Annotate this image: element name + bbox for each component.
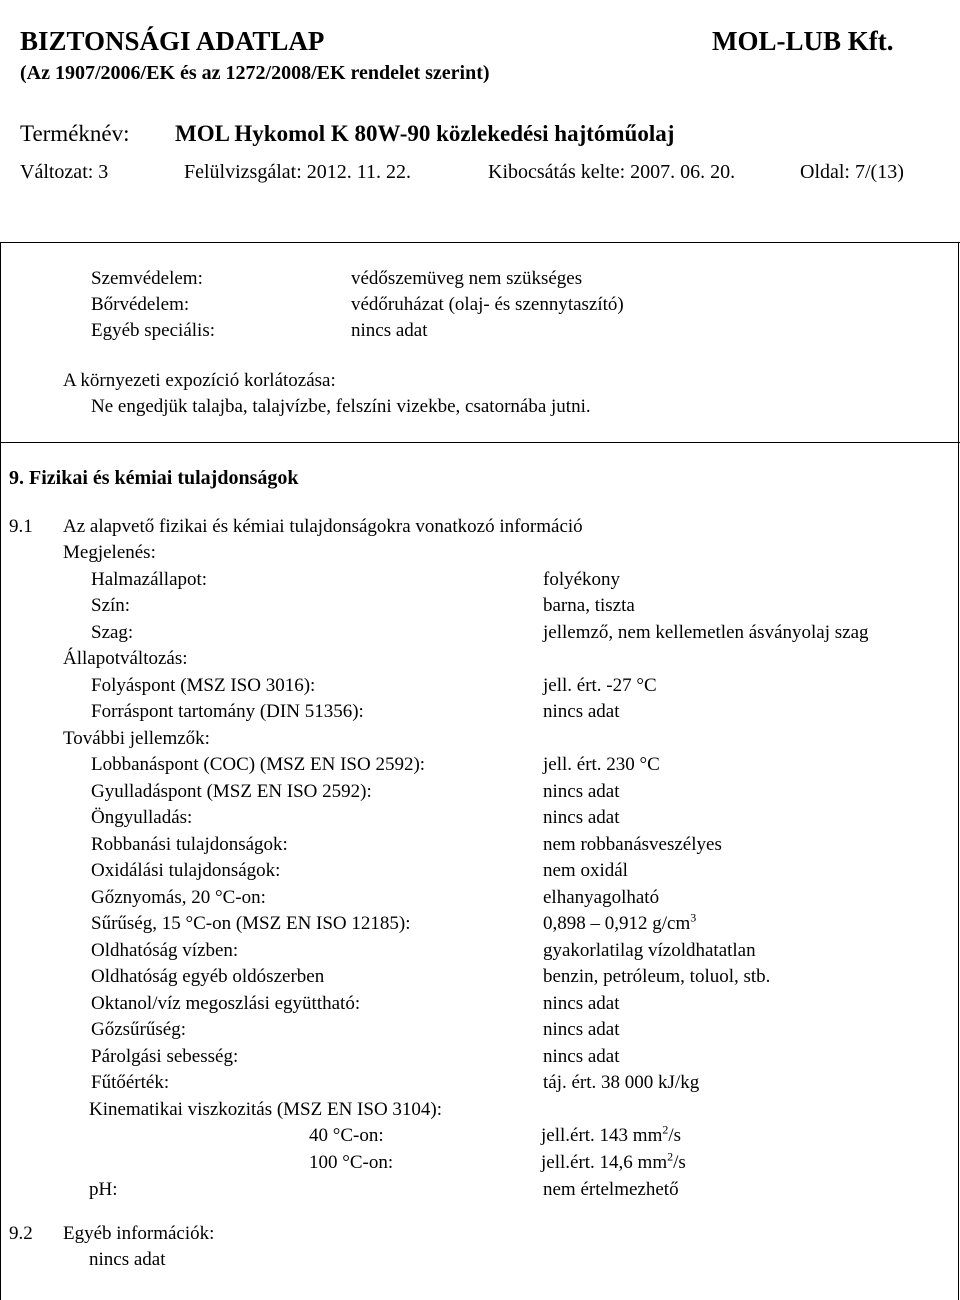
right-border bbox=[958, 242, 959, 1300]
flash-point-label: Lobbanáspont (COC) (MSZ EN ISO 2592): bbox=[91, 754, 426, 775]
odour-label: Szag: bbox=[91, 622, 134, 643]
middle-rule bbox=[0, 442, 960, 443]
subsection-9-2-number: 9.2 bbox=[9, 1223, 33, 1244]
skin-protection-label: Bőrvédelem: bbox=[91, 294, 190, 315]
density-value bbox=[543, 910, 697, 935]
vapour-density-value: nincs adat bbox=[543, 1019, 620, 1040]
partition-coefficient-value: nincs adat bbox=[543, 993, 620, 1014]
state-of-matter-label: Halmazállapot: bbox=[91, 569, 208, 590]
subsection-9-2-value: nincs adat bbox=[89, 1249, 166, 1270]
evaporation-rate-label: Párolgási sebesség: bbox=[91, 1046, 239, 1067]
evaporation-rate-value: nincs adat bbox=[543, 1046, 620, 1067]
vapour-pressure-value: elhanyagolható bbox=[543, 887, 660, 908]
vapour-density-label: Gőzsűrűség: bbox=[91, 1019, 186, 1040]
document-title: BIZTONSÁGI ADATLAP bbox=[20, 26, 325, 56]
auto-ignition-value: nincs adat bbox=[543, 807, 620, 828]
top-rule bbox=[0, 242, 960, 243]
oxidising-properties-label: Oxidálási tulajdonságok: bbox=[91, 860, 281, 881]
ignition-point-value: nincs adat bbox=[543, 781, 620, 802]
company-name: MOL-LUB Kft. bbox=[712, 26, 894, 56]
product-label: Terméknév: bbox=[20, 121, 130, 146]
pour-point-label: Folyáspont (MSZ ISO 3016): bbox=[91, 675, 316, 696]
water-solubility-value: gyakorlatilag vízoldhatatlan bbox=[543, 940, 756, 961]
density-number: 0,898 – 0,912 g/cm bbox=[543, 913, 691, 934]
density-label: Sűrűség, 15 °C-on (MSZ EN ISO 12185): bbox=[91, 913, 411, 934]
env-exposure-text: Ne engedjük talajba, talajvízbe, felszíni vizekbe, csatornába jutni. bbox=[91, 396, 591, 417]
section-9-title: 9. Fizikai és kémiai tulajdonságok bbox=[9, 467, 299, 489]
state-change-heading: Állapotváltozás: bbox=[63, 648, 188, 669]
viscosity-40-label: 40 °C-on: bbox=[309, 1125, 384, 1146]
subsection-9-2-title: Egyéb információk: bbox=[63, 1223, 215, 1244]
water-solubility-label: Oldhatóság vízben: bbox=[91, 940, 239, 961]
version: Változat: 3 bbox=[20, 161, 109, 183]
boiling-range-label: Forráspont tartomány (DIN 51356): bbox=[91, 701, 364, 722]
skin-protection-value: védőruházat (olaj- és szennytaszító) bbox=[351, 294, 624, 315]
heating-value-value: táj. ért. 38 000 kJ/kg bbox=[543, 1072, 700, 1093]
revision-date: Felülvizsgálat: 2012. 11. 22. bbox=[184, 161, 412, 183]
boiling-range-value: nincs adat bbox=[543, 701, 620, 722]
solvent-solubility-label: Oldhatóság egyéb oldószerben bbox=[91, 966, 325, 987]
ph-label: pH: bbox=[89, 1179, 118, 1200]
oxidising-properties-value: nem oxidál bbox=[543, 860, 628, 881]
eye-protection-label: Szemvédelem: bbox=[91, 268, 203, 289]
viscosity-heading: Kinematikai viszkozitás (MSZ EN ISO 3104): bbox=[89, 1099, 443, 1120]
viscosity-100-value bbox=[541, 1149, 686, 1174]
colour-label: Szín: bbox=[91, 595, 131, 616]
viscosity-40-value bbox=[541, 1122, 682, 1147]
subsection-9-1-title: Az alapvető fizikai és kémiai tulajdonságokra vonatkozó információ bbox=[63, 516, 583, 537]
flash-point-value: jell. ért. 230 °C bbox=[543, 754, 660, 775]
viscosity-40-number: jell.ért. 143 mm bbox=[541, 1125, 663, 1146]
env-exposure-heading: A környezeti expozíció korlátozása: bbox=[63, 370, 336, 391]
heating-value-label: Fűtőérték: bbox=[91, 1072, 170, 1093]
page-number: Oldal: 7/(13) bbox=[800, 161, 904, 183]
odour-value: jellemző, nem kellemetlen ásványolaj szag bbox=[543, 622, 869, 643]
viscosity-100-label: 100 °C-on: bbox=[309, 1152, 394, 1173]
product-name: MOL Hykomol K 80W-90 közlekedési hajtóműolaj bbox=[175, 121, 675, 146]
explosive-properties-label: Robbanási tulajdonságok: bbox=[91, 834, 288, 855]
regulation-note: (Az 1907/2006/EK és az 1272/2008/EK rendelet szerint) bbox=[20, 62, 490, 84]
auto-ignition-label: Öngyulladás: bbox=[91, 807, 193, 828]
viscosity-100-number: jell.ért. 14,6 mm bbox=[541, 1152, 668, 1173]
other-special-label: Egyéb speciális: bbox=[91, 320, 215, 341]
vapour-pressure-label: Gőznyomás, 20 °C-on: bbox=[91, 887, 266, 908]
viscosity-40-unit: /s bbox=[668, 1125, 682, 1146]
colour-value: barna, tiszta bbox=[543, 595, 635, 616]
state-of-matter-value: folyékony bbox=[543, 569, 621, 590]
appearance-heading: Megjelenés: bbox=[63, 542, 156, 563]
density-exponent: 3 bbox=[690, 910, 697, 925]
subsection-9-1-number: 9.1 bbox=[9, 516, 33, 537]
ph-value: nem értelmezhető bbox=[543, 1179, 679, 1200]
eye-protection-value: védőszemüveg nem szükséges bbox=[351, 268, 583, 289]
ignition-point-label: Gyulladáspont (MSZ EN ISO 2592): bbox=[91, 781, 372, 802]
viscosity-40-exponent: 2 bbox=[662, 1122, 669, 1137]
viscosity-100-exponent: 2 bbox=[667, 1149, 674, 1164]
left-border bbox=[0, 242, 1, 1300]
solvent-solubility-value: benzin, petróleum, toluol, stb. bbox=[543, 966, 771, 987]
partition-coefficient-label: Oktanol/víz megoszlási együttható: bbox=[91, 993, 361, 1014]
viscosity-100-unit: /s bbox=[673, 1152, 686, 1173]
pour-point-value: jell. ért. -27 °C bbox=[543, 675, 657, 696]
explosive-properties-value: nem robbanásveszélyes bbox=[543, 834, 722, 855]
other-special-value: nincs adat bbox=[351, 320, 428, 341]
issue-date: Kibocsátás kelte: 2007. 06. 20. bbox=[488, 161, 736, 183]
further-properties-heading: További jellemzők: bbox=[63, 728, 210, 749]
